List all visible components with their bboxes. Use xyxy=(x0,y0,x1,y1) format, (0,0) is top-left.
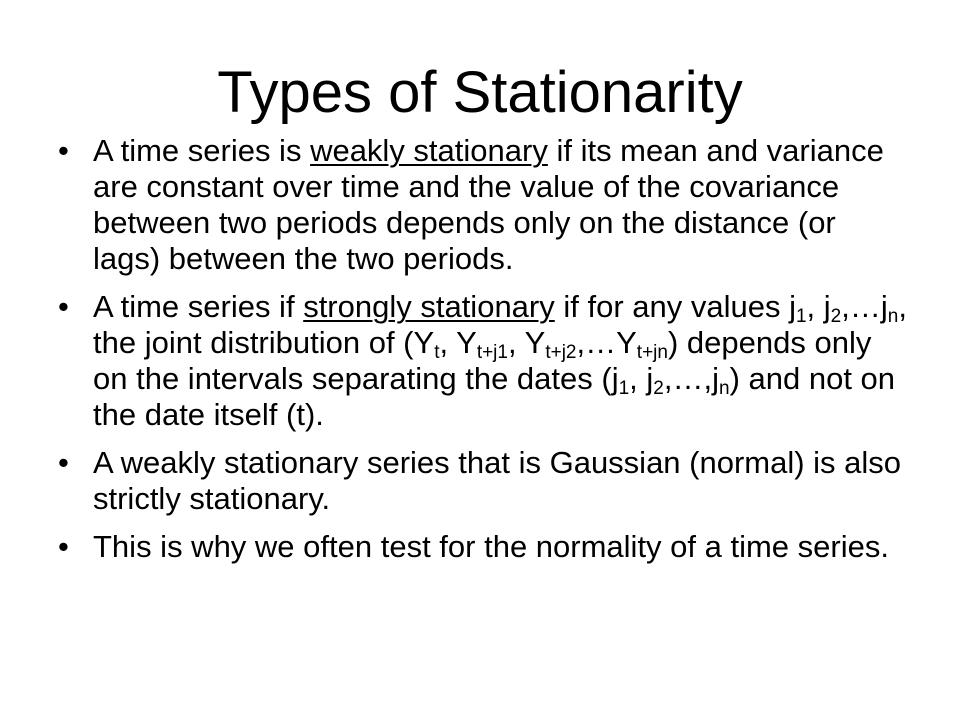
bullet-text: ,…Y xyxy=(576,325,637,360)
bullet-text: , Y xyxy=(507,325,546,360)
subscript: 2 xyxy=(830,306,842,327)
bullet-text: , Y xyxy=(439,325,477,360)
subscript: n xyxy=(887,306,899,327)
bullet-text: A time series if xyxy=(93,289,304,324)
subscript: 2 xyxy=(653,378,664,399)
slide-title: Types of Stationarity xyxy=(217,60,743,125)
bullet-text: , j xyxy=(806,289,831,324)
subscript: 1 xyxy=(618,378,630,399)
subscript: 1 xyxy=(795,306,807,327)
underlined-term: strongly stationary xyxy=(303,289,555,324)
bullet-text: ) depends only on the intervals separating the dates (j xyxy=(93,325,872,396)
bullet-text: if for any values j xyxy=(554,289,796,324)
bullet-text: , j xyxy=(629,361,654,396)
bullet-text: ,…,j xyxy=(663,361,719,396)
subscript: t+j2 xyxy=(545,342,577,363)
bullet-text: ) and not on the date itself (t). xyxy=(93,361,896,432)
bullet-text: , the joint distribution of (Y xyxy=(93,289,907,360)
bullet-text: ,…j xyxy=(841,289,888,324)
bullet-list xyxy=(58,133,908,577)
subscript: t xyxy=(434,342,440,363)
subscript: t+j1 xyxy=(476,342,508,363)
bullet-gaussian xyxy=(58,445,908,517)
bullet-text: A time series is xyxy=(93,133,311,168)
bullet-text: This is why we often test for the normality of a time series. xyxy=(93,529,889,564)
bullet-text: A weakly stationary series that is Gaussian (normal) is also strictly stationary. xyxy=(93,445,902,516)
bullet-strong-stationarity xyxy=(58,289,908,433)
subscript: t+jn xyxy=(636,342,668,363)
underlined-term: weakly stationary xyxy=(310,133,548,168)
subscript: n xyxy=(719,378,730,399)
bullet-text: if its mean and variance are constant over time and the value of the covariance between two periods depends only on the distance (or lags) between the two periods. xyxy=(93,133,884,276)
bullet-weak-stationarity xyxy=(58,133,908,277)
bullet-normality-test xyxy=(58,529,908,565)
